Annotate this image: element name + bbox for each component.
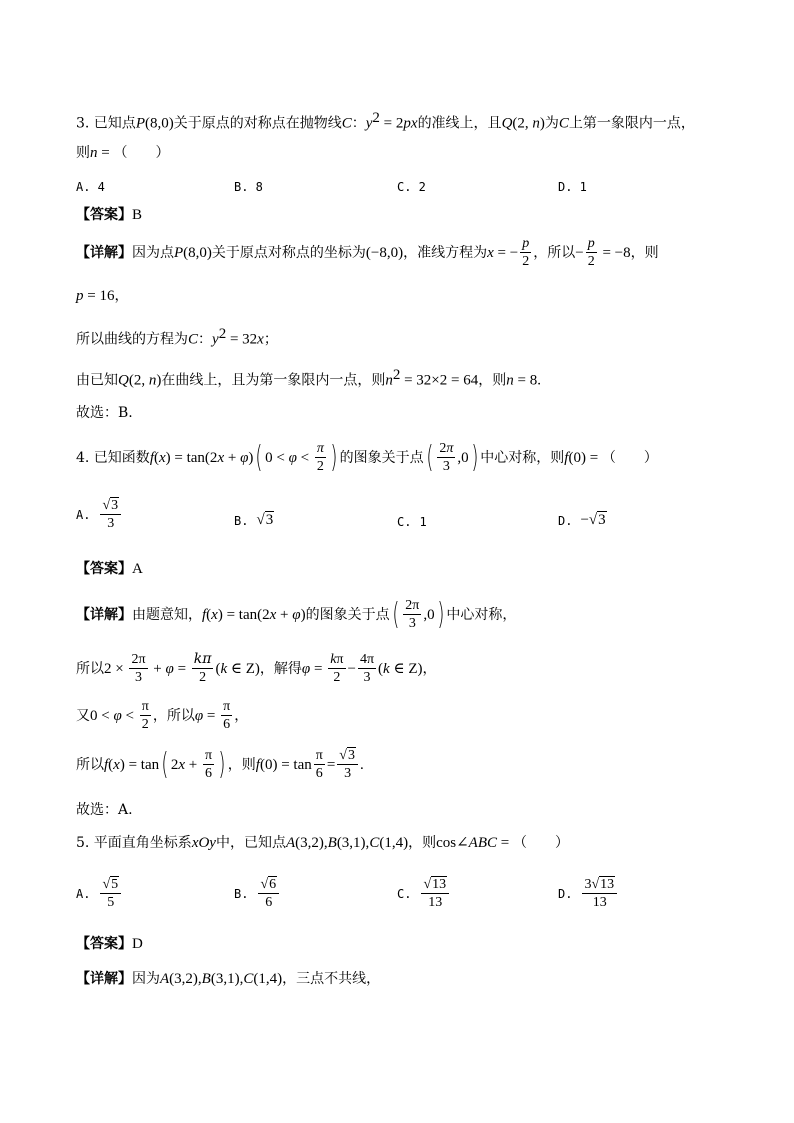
q3-detail-line2: p = 16，: [76, 288, 129, 304]
q5-option-c: C. $\frac{√13}{13}$: [397, 877, 451, 911]
q4-answer: 【答案】A: [76, 561, 143, 577]
q4-option-b: B. √3: [234, 512, 274, 528]
q4-stem: 4. 已知函数f(x) = tan(2x + φ)( 0 < φ < $\frac{\pi}{2}$ ) 的图象关于点( $\frac{2\pi}{3}$ ,0) 中心对称，则f(0) = （ ）: [76, 439, 658, 475]
q3-detail-line4: 由已知Q(2, n)在曲线上，且为第一象限内一点，则$n^2 = 32\times 2 = 64$，则n = 8.: [76, 367, 541, 389]
q5-option-d: D. $\frac{3√13}{13}$: [558, 877, 619, 911]
q3-option-b: B. 8: [234, 179, 263, 194]
q3-answer: 【答案】B: [76, 207, 143, 223]
q3-detail-line3: 所以曲线的方程为C：$y^2 = 32x$；: [76, 326, 278, 348]
q4-option-c: C. 1: [397, 514, 427, 529]
q5-detail-line1: 【详解】因为A(3,2),B(3,1),C(1,4)，三点不共线，: [76, 971, 381, 987]
q4-option-a: A. $\frac{√3}{3}$: [76, 498, 123, 532]
q4-option-d: D. −√3: [558, 512, 606, 528]
q5-option-b: B. $\frac{√6}{6}$: [234, 877, 281, 911]
q4-detail-line4: 所以f(x) = tan( 2x + $\frac{\pi}{6}$ ) ，则f(0) = tan $\frac{\pi}{6}$ = $\frac{√3}{3}$ .: [76, 746, 364, 782]
q3-option-a: A. 4: [76, 179, 105, 194]
q3-option-c: C. 2: [397, 179, 426, 194]
q3-conclusion: 故选：B.: [76, 405, 133, 421]
q4-detail-line1: 【详解】由题意知，f(x) = tan(2x + φ)的图象关于点( $\frac{2\pi}{3}$ ,0) 中心对称，: [76, 596, 517, 632]
q3-stem-line1: 3. 已知点P(8,0)关于原点的对称点在抛物线C：$y^2 = 2px$的准线上，且Q(2, n)为C上第一象限内一点，: [76, 110, 695, 132]
q3-stem-line2: 则n = （ ）: [76, 145, 170, 161]
q4-detail-line3: 又0 < φ < $\frac{\pi}{2}$ ，所以φ = $\frac{\pi}{6}$ ，: [76, 699, 249, 733]
q4-conclusion: 故选：A.: [76, 802, 133, 818]
q5-option-a: A. $\frac{√5}{5}$: [76, 877, 123, 911]
q3-detail-line1: 【详解】因为点P(8,0)关于原点对称点的坐标为(−8,0)，准线方程为x = − $\frac{p}{2}$ ，所以− $\frac{p}{2}$ = −8，则: [76, 236, 659, 270]
q5-answer: 【答案】D: [76, 936, 143, 952]
q3-option-d: D. 1: [558, 179, 587, 194]
q4-detail-line2: 所以2 × $\frac{2\pi}{3}$ + φ = $\frac{k\pi}{2}$ (k ∈ Z)，解得φ = $\frac{k\pi}{2}$ − $\frac{4\pi}{3}$ (k ∈ Z)，: [76, 651, 437, 686]
q5-stem: 5. 平面直角坐标系xOy中，已知点A(3,2),B(3,1),C(1,4)，则cos∠ABC = （ ）: [76, 835, 569, 851]
